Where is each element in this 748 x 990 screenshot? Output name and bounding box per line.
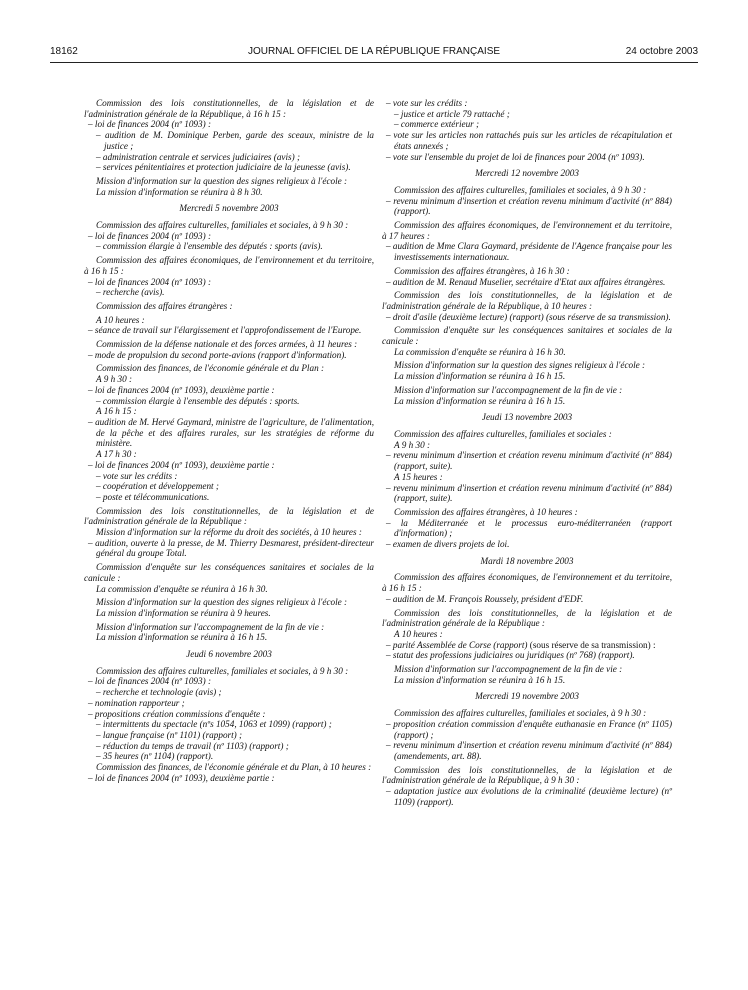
- list-item: – audition de M. Dominique Perben, garde des sceaux, ministre de la justice ;: [96, 130, 374, 151]
- list-item: – audition de M. François Roussely, président d'EDF.: [386, 593, 584, 604]
- day-heading: Jeudi 13 novembre 2003: [481, 412, 573, 423]
- list-item: – loi de finances 2004 (nº 1093), deuxième partie :: [88, 459, 275, 470]
- day-heading: Mercredi 12 novembre 2003: [475, 168, 579, 179]
- page-number: 18162: [50, 46, 78, 57]
- list-item: – coopération et développement ;: [96, 481, 219, 492]
- paragraph: Mission d'information sur la réforme du droit des sociétés, à 10 heures :: [96, 527, 362, 538]
- paragraph: La mission d'information se réunira à 16 h 15.: [394, 395, 566, 406]
- paragraph: Commission de la défense nationale et des forces armées, à 11 heures :: [96, 339, 358, 350]
- list-item: – recherche et technologie (avis) ;: [96, 687, 222, 698]
- paragraph: A 9 h 30 :: [96, 374, 133, 385]
- paragraph: La mission d'information se réunira à 16 h 15.: [394, 371, 566, 382]
- right-column: [382, 98, 672, 807]
- paragraph: Commission des affaires culturelles, familiales et sociales, à 9 h 30 :: [96, 220, 349, 231]
- day-heading: Mardi 18 novembre 2003: [480, 555, 574, 566]
- paragraph: Commission des affaires culturelles, familiales et sociales, à 9 h 30 :: [96, 665, 349, 676]
- day-heading: Mercredi 5 novembre 2003: [179, 203, 279, 214]
- paragraph: A 10 heures :: [394, 628, 443, 639]
- list-item: – commission élargie à l'ensemble des députés : sports.: [96, 395, 300, 406]
- list-item: – audition de M. Renaud Muselier, secrétaire d'Etat aux affaires étrangères.: [386, 276, 666, 287]
- list-item: – justice et article 79 rattaché ;: [394, 108, 510, 119]
- paragraph: Mission d'information sur la question des signes religieux à l'école :: [96, 597, 348, 608]
- paragraph: Commission des affaires économiques, de l'environnement et du territoire, à 16 h 15 :: [84, 255, 374, 276]
- paragraph: La mission d'information se réunira à 16 h 15.: [96, 632, 268, 643]
- list-item: – droit d'asile (deuxième lecture) (rapport) (sous réserve de sa transmission).: [386, 311, 671, 322]
- paragraph: Mission d'information sur la question des signes religieux à l'école :: [96, 175, 348, 186]
- list-item: – vote sur les articles non rattachés puis sur les articles de récapitulation et états annexés ;: [386, 130, 672, 151]
- list-item: – audition de M. Hervé Gaymard, ministre de l'agriculture, de l'alimentation, de la pêche et des affaires rurales, sur les stratégies de réforme du ministère.: [88, 416, 374, 449]
- list-item: – langue française (nº 1101) (rapport) ;: [96, 729, 243, 740]
- list-item: – loi de finances 2004 (nº 1093) :: [88, 230, 212, 241]
- list-item-italic: – parité Assemblée de Corse (rapport): [386, 639, 528, 650]
- paragraph: A 15 heures :: [394, 471, 443, 482]
- paragraph: Commission des affaires culturelles, familiales et sociales, à 9 h 30 :: [394, 708, 647, 719]
- list-item: – revenu minimum d'insertion et création revenu minimum d'activité (nº 884) (rapport).: [386, 195, 672, 217]
- list-item: – loi de finances 2004 (nº 1093), deuxième partie :: [88, 384, 275, 395]
- paragraph: Mission d'information sur l'accompagnement de la fin de vie :: [394, 384, 623, 395]
- header-rule: [50, 62, 698, 63]
- paragraph: Commission des affaires étrangères :: [96, 300, 233, 311]
- list-item: – nomination rapporteur ;: [88, 697, 185, 708]
- paragraph: Commission des lois constitutionnelles, de la législation et de l'administration générale de la République :: [84, 505, 374, 527]
- list-item: – poste et télécommunications.: [96, 491, 210, 502]
- day-heading: Jeudi 6 novembre 2003: [186, 649, 272, 660]
- list-item: – mode de propulsion du second porte-avions (rapport d'information).: [88, 349, 347, 360]
- list-item: – vote sur les crédits :: [386, 98, 468, 108]
- list-item: – séance de travail sur l'élargissement et l'approfondissement de l'Europe.: [88, 325, 362, 336]
- paragraph: Commission des affaires économiques, de l'environnement et du territoire, à 16 h 15 :: [382, 572, 672, 594]
- page-header: [50, 47, 698, 61]
- list-item: – vote sur l'ensemble du projet de loi de finances pour 2004 (nº 1093).: [386, 151, 645, 162]
- paragraph: Commission des affaires culturelles, familiales et sociales :: [394, 428, 612, 439]
- list-item-upright: (sous réserve de sa transmission) :: [527, 639, 656, 650]
- list-item: – revenu minimum d'insertion et création revenu minimum d'activité (nº 884) (rapport, suite).: [386, 450, 672, 472]
- list-item: – recherche (avis).: [96, 287, 165, 298]
- list-item: – audition de Mme Clara Gaymard, présidente de l'Agence française pour les investissements internationaux.: [386, 241, 672, 263]
- paragraph: Commission des finances, de l'économie générale et du Plan :: [96, 363, 325, 374]
- list-item: – statut des professions judiciaires ou juridiques (nº 768) (rapport).: [386, 650, 635, 661]
- paragraph: Commission des affaires étrangères, à 10 heures :: [394, 506, 578, 517]
- paragraph: A 9 h 30 :: [394, 439, 431, 450]
- paragraph: Commission d'enquête sur les conséquences sanitaires et sociales de la canicule :: [84, 562, 374, 583]
- list-item: – loi de finances 2004 (nº 1093) :: [88, 119, 212, 130]
- list-item: – services pénitentiaires et protection judiciaire de la jeunesse (avis).: [96, 162, 351, 173]
- paragraph: Commission d'enquête sur les conséquences sanitaires et sociales de la canicule :: [382, 325, 672, 347]
- paragraph: La commission d'enquête se réunira à 16 h 30.: [96, 583, 268, 594]
- paragraph: Commission des lois constitutionnelles, de la législation et de l'administration générale de la République, à 16 h 15 :: [84, 98, 374, 119]
- paragraph: Commission des affaires étrangères, à 16 h 30 :: [394, 265, 570, 276]
- day-heading: Mercredi 19 novembre 2003: [475, 691, 579, 702]
- list-item: – adaptation justice aux évolutions de la criminalité (deuxième lecture) (nº 1109) (rapport).: [386, 786, 672, 807]
- list-item: – loi de finances 2004 (nº 1093) :: [88, 276, 212, 287]
- paragraph: A 17 h 30 :: [96, 449, 137, 460]
- list-item: [382, 640, 672, 651]
- list-item: – examen de divers projets de loi.: [386, 539, 510, 550]
- paragraph: Commission des lois constitutionnelles, de la législation et de l'administration générale de la République, à 9 h 30 :: [382, 764, 672, 786]
- paragraph: Commission des lois constitutionnelles, de la législation et de l'administration générale de la République :: [382, 607, 672, 629]
- list-item: – loi de finances 2004 (nº 1093) :: [88, 676, 212, 687]
- paragraph: La mission d'information se réunira à 8 h 30.: [96, 186, 263, 197]
- issue-date: 24 octobre 2003: [625, 46, 698, 57]
- paragraph: Mission d'information sur l'accompagnement de la fin de vie :: [394, 664, 623, 675]
- list-item: – revenu minimum d'insertion et création revenu minimum d'activité (nº 884) (rapport, suite).: [386, 482, 672, 504]
- list-item: – proposition création commission d'enquête euthanasie en France (nº 1105) (rapport) ;: [386, 718, 672, 740]
- paragraph: La mission d'information se réunira à 9 heures.: [96, 607, 271, 618]
- list-item: – commerce extérieur ;: [394, 119, 480, 130]
- paragraph: La mission d'information se réunira à 16 h 15.: [394, 674, 566, 685]
- paragraph: A 10 heures :: [96, 314, 145, 325]
- list-item: – commission élargie à l'ensemble des députés : sports (avis).: [96, 241, 323, 252]
- list-item: – administration centrale et services judiciaires (avis) ;: [96, 151, 301, 162]
- left-column: [84, 98, 374, 783]
- list-item: – revenu minimum d'insertion et création revenu minimum d'activité (nº 884) (amendements, art. 88).: [386, 740, 672, 761]
- list-item: – propositions création commissions d'enquête :: [88, 708, 266, 719]
- paragraph: Mission d'information sur l'accompagnement de la fin de vie :: [96, 621, 325, 632]
- list-item: – loi de finances 2004 (nº 1093), deuxième partie :: [88, 772, 275, 783]
- paragraph: Mission d'information sur la question des signes religieux à l'école :: [394, 360, 646, 371]
- paragraph: La commission d'enquête se réunira à 16 h 30.: [394, 346, 566, 357]
- journal-title: JOURNAL OFFICIEL DE LA RÉPUBLIQUE FRANÇAISE: [247, 46, 501, 57]
- list-item: – audition, ouverte à la presse, de M. Thierry Desmarest, président-directeur général du groupe Total.: [88, 537, 374, 559]
- list-item: – réduction du temps de travail (nº 1103) (rapport) ;: [96, 740, 289, 751]
- paragraph: Commission des affaires culturelles, familiales et sociales, à 9 h 30 :: [394, 184, 647, 195]
- list-item: – 35 heures (nº 1104) (rapport).: [96, 751, 214, 762]
- paragraph: Commission des lois constitutionnelles, de la législation et de l'administration générale de la République, à 10 heures :: [382, 290, 672, 311]
- paragraph: Commission des affaires économiques, de l'environnement et du territoire, à 17 heures :: [382, 220, 672, 241]
- paragraph: Commission des finances, de l'économie générale et du Plan, à 10 heures :: [96, 762, 372, 773]
- list-item: – la Méditerranée et le processus euro-méditerranéen (rapport d'information) ;: [386, 517, 672, 539]
- list-item: – vote sur les crédits :: [96, 470, 178, 481]
- paragraph: A 16 h 15 :: [96, 406, 137, 417]
- list-item: – intermittents du spectacle (nºs 1054, 1063 et 1099) (rapport) ;: [96, 719, 332, 730]
